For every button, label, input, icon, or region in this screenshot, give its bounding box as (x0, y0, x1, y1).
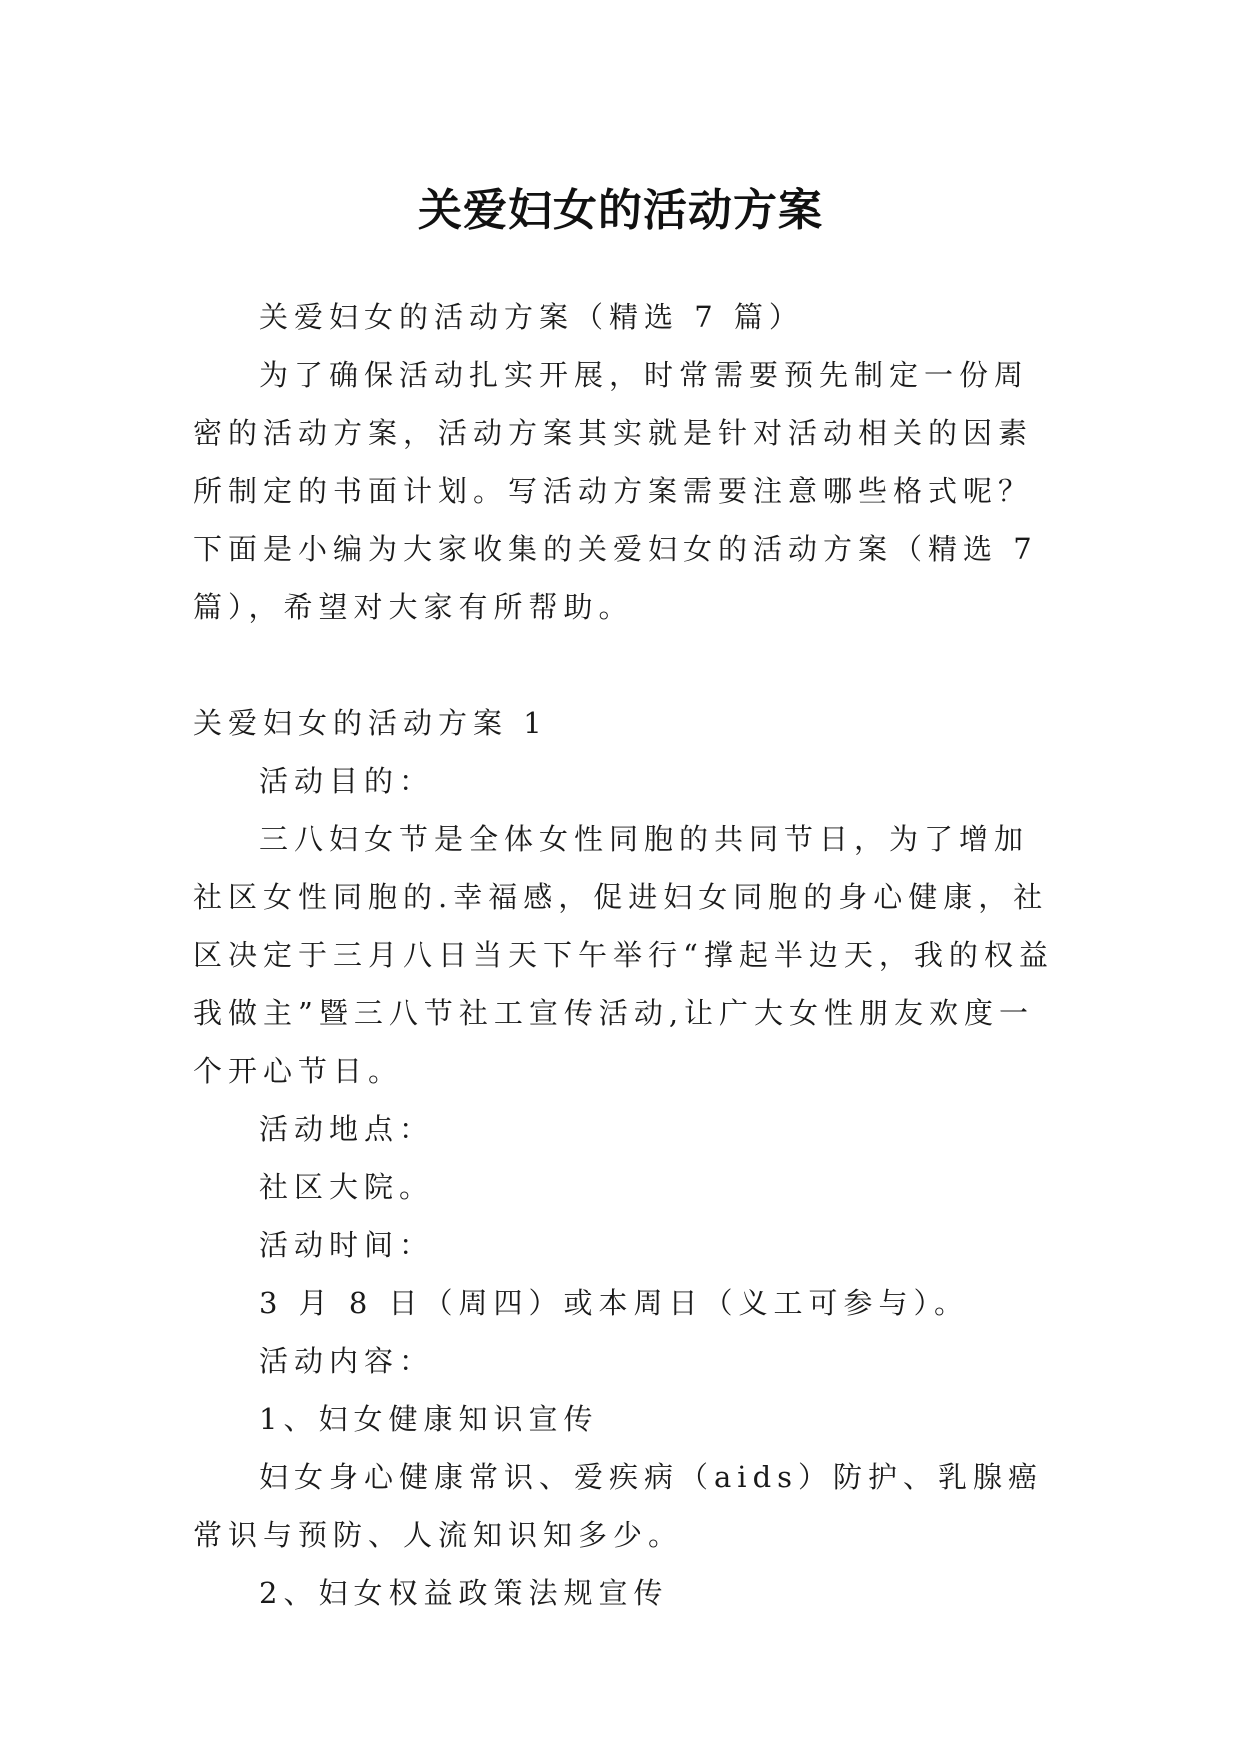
content-label: 活动内容： (259, 1344, 435, 1378)
time-label: 活动时间： (259, 1228, 435, 1262)
section-heading: 关爱妇女的活动方案 1 (193, 706, 548, 740)
location-label: 活动地点： (259, 1112, 435, 1146)
content-item-1-text: 妇女身心健康常识、爱疾病（aids）防护、乳腺癌常识与预防、人流知识知多少。 (193, 1460, 1044, 1552)
content-item-1-title: 1、妇女健康知识宣传 (259, 1402, 599, 1436)
purpose-paragraph: 三八妇女节是全体女性同胞的共同节日，为了增加社区女性同胞的.幸福感，促进妇女同胞的身心健康，社区决定于三月八日当天下午举行“撑起半边天，我的权益我做主”暨三八节社工宣传活动,让广大女性朋友欢度一个开心节日。 (193, 822, 1054, 1088)
subtitle: 关爱妇女的活动方案（精选 7 篇） (259, 300, 804, 334)
time-text: 3 月 8 日（周四）或本周日（义工可参与）。 (259, 1286, 970, 1320)
intro-paragraph: 为了确保活动扎实开展，时常需要预先制定一份周密的活动方案，活动方案其实就是针对活动相关的因素所制定的书面计划。写活动方案需要注意哪些格式呢？下面是小编为大家收集的关爱妇女的活动方案（精选 7 篇），希望对大家有所帮助。 (193, 358, 1038, 624)
content-item-2-title: 2、妇女权益政策法规宣传 (259, 1576, 669, 1610)
paragraph-gap (193, 636, 1063, 694)
purpose-label: 活动目的： (259, 764, 435, 798)
document-title: 关爱妇女的活动方案 (418, 185, 823, 237)
location-text: 社区大院。 (259, 1170, 435, 1204)
document-body (193, 288, 1063, 1622)
